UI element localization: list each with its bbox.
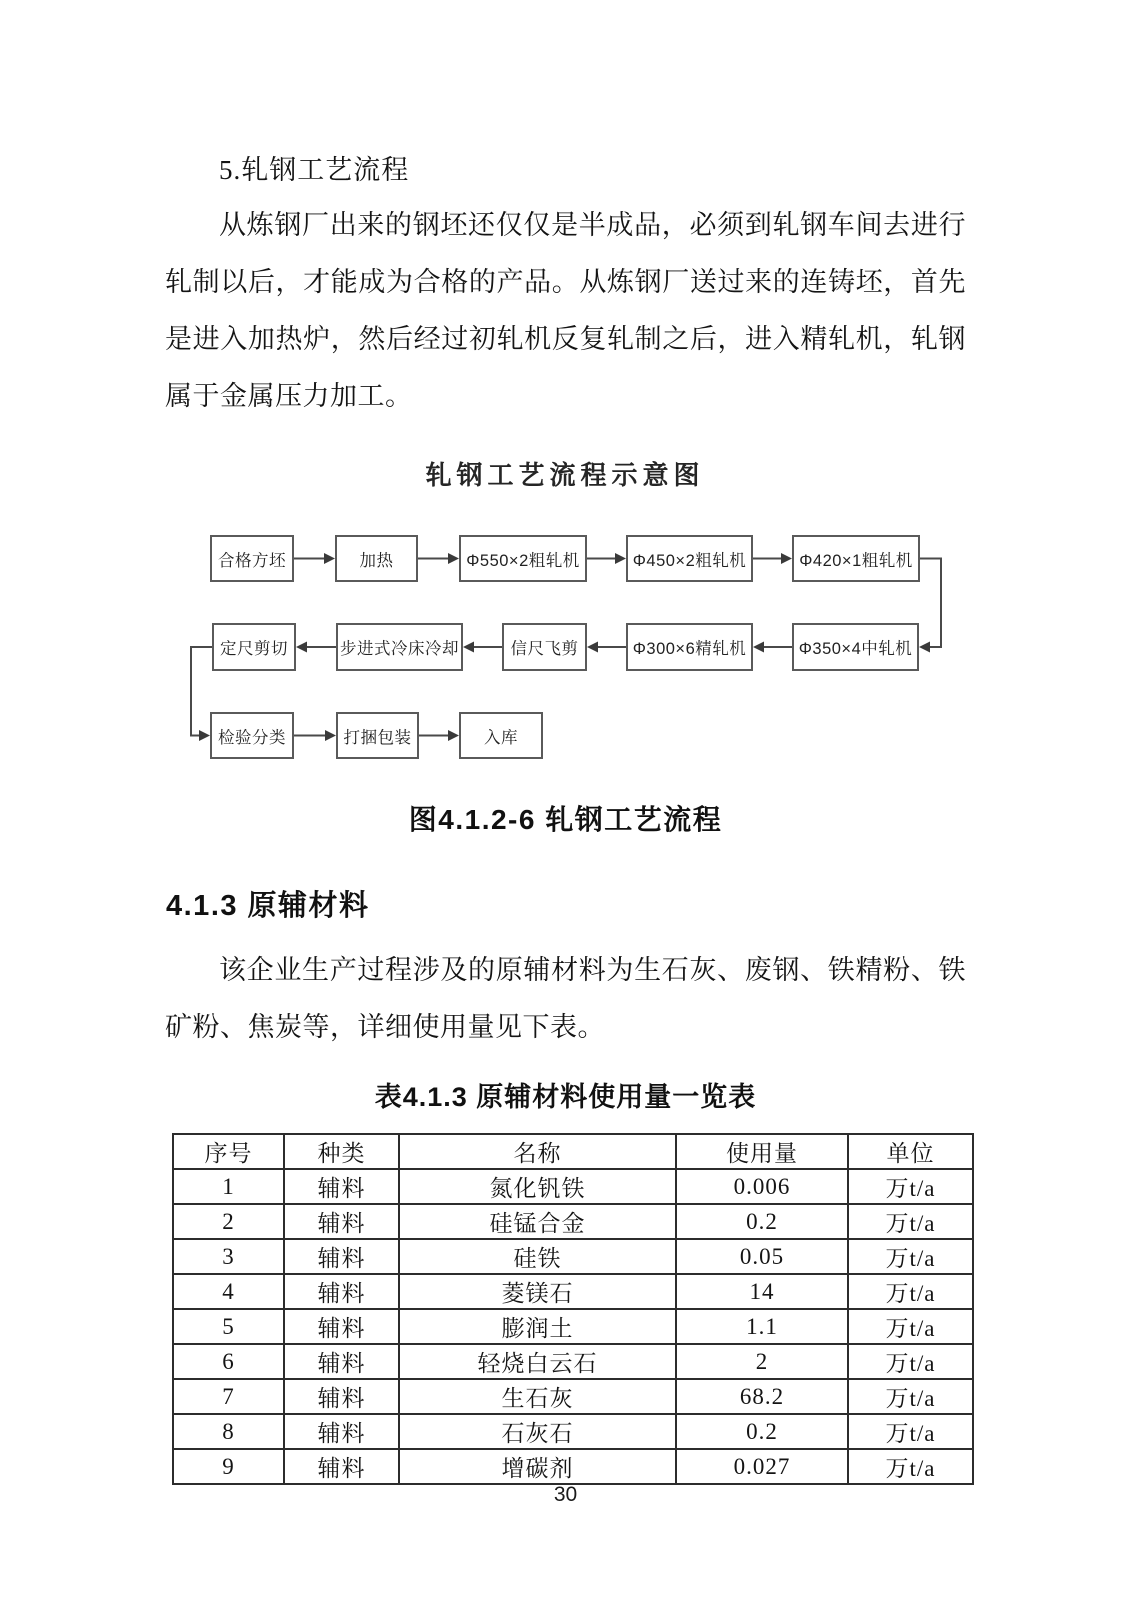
- figure-caption: 图4.1.2-6 轧钢工艺流程: [408, 804, 723, 835]
- table-cell: 万t/a: [848, 1169, 973, 1204]
- table-cell: 5: [173, 1309, 284, 1344]
- flow-step: Φ550×2粗轧机: [459, 535, 587, 582]
- flow-step: 定尺剪切: [212, 623, 296, 671]
- table-cell: 膨润土: [399, 1309, 676, 1344]
- table-row: [173, 1274, 973, 1309]
- table-cell: 3: [173, 1239, 284, 1274]
- flow-step: 检验分类: [210, 712, 294, 759]
- table-cell: 万t/a: [848, 1239, 973, 1274]
- table-cell: 4: [173, 1274, 284, 1309]
- process-flowchart: [165, 443, 965, 773]
- flow-step: Φ450×2粗轧机: [626, 535, 753, 582]
- table-row: [173, 1239, 973, 1274]
- flow-step: 加热: [335, 535, 418, 582]
- table-cell: 0.05: [676, 1239, 848, 1274]
- flowchart-title: 轧钢工艺流程示意图: [425, 460, 705, 490]
- table-cell: 辅料: [284, 1309, 399, 1344]
- flow-step: Φ420×1粗轧机: [792, 535, 920, 582]
- flow-step: Φ300×6精轧机: [626, 623, 753, 671]
- table-cell: 硅铁: [399, 1239, 676, 1274]
- table-cell: 8: [173, 1414, 284, 1449]
- table-cell: 万t/a: [848, 1414, 973, 1449]
- table-row: [173, 1379, 973, 1414]
- table-cell: 石灰石: [399, 1414, 676, 1449]
- subsection-heading: 5.轧钢工艺流程: [219, 155, 410, 185]
- table-cell: 增碳剂: [399, 1449, 676, 1484]
- flow-step: 步进式冷床冷却: [336, 623, 463, 671]
- table-cell: 万t/a: [848, 1309, 973, 1344]
- table-cell: 1: [173, 1169, 284, 1204]
- section-heading: 4.1.3 原辅材料: [166, 890, 370, 922]
- table-caption: 表4.1.3 原辅材料使用量一览表: [374, 1082, 757, 1112]
- table-cell: 辅料: [284, 1274, 399, 1309]
- table-cell: 1.1: [676, 1309, 848, 1344]
- body-paragraph-2: 该企业生产过程涉及的原辅材料为生石灰、废钢、铁精粉、铁矿粉、焦炭等，详细使用量见下表。: [165, 955, 966, 1042]
- table-cell: 辅料: [284, 1204, 399, 1239]
- table-cell: 0.006: [676, 1169, 848, 1204]
- body-paragraph-1: 从炼钢厂出来的钢坯还仅仅是半成品，必须到轧钢车间去进行轧制以后，才能成为合格的产品。从炼钢厂送过来的连铸坯，首先是进入加热炉，然后经过初轧机反复轧制之后，进入精轧机，轧钢属于金属压力加工。: [165, 210, 966, 411]
- table-cell: 2: [676, 1344, 848, 1379]
- table-cell: 68.2: [676, 1379, 848, 1414]
- table-cell: 0.2: [676, 1414, 848, 1449]
- table-row: [173, 1344, 973, 1379]
- table-header-cell: 使用量: [676, 1134, 848, 1169]
- table-cell: 氮化钒铁: [399, 1169, 676, 1204]
- flow-step: 合格方坯: [210, 535, 294, 582]
- table-cell: 硅锰合金: [399, 1204, 676, 1239]
- table-cell: 0.027: [676, 1449, 848, 1484]
- table-cell: 辅料: [284, 1344, 399, 1379]
- table-cell: 0.2: [676, 1204, 848, 1239]
- table-row: [173, 1449, 973, 1484]
- table-row: [173, 1169, 973, 1204]
- flow-step: 打捆包装: [336, 712, 419, 759]
- table-header-row: [173, 1134, 973, 1169]
- table-row: [173, 1309, 973, 1344]
- materials-table: [172, 1133, 974, 1485]
- table-cell: 菱镁石: [399, 1274, 676, 1309]
- page-number: 30: [553, 1483, 578, 1506]
- table-cell: 9: [173, 1449, 284, 1484]
- flow-step: 入库: [459, 712, 543, 759]
- table-cell: 辅料: [284, 1239, 399, 1274]
- table-cell: 辅料: [284, 1379, 399, 1414]
- flow-step: Φ350×4中轧机: [792, 623, 919, 671]
- table-header-cell: 名称: [399, 1134, 676, 1169]
- table-row: [173, 1414, 973, 1449]
- table-cell: 7: [173, 1379, 284, 1414]
- table-cell: 万t/a: [848, 1379, 973, 1414]
- table-row: [173, 1204, 973, 1239]
- table-cell: 万t/a: [848, 1344, 973, 1379]
- table-header-cell: 单位: [848, 1134, 973, 1169]
- table-cell: 14: [676, 1274, 848, 1309]
- table-cell: 辅料: [284, 1449, 399, 1484]
- table-header-cell: 序号: [173, 1134, 284, 1169]
- table-cell: 辅料: [284, 1414, 399, 1449]
- flow-step: 信尺飞剪: [502, 623, 587, 671]
- table-cell: 万t/a: [848, 1274, 973, 1309]
- table-cell: 生石灰: [399, 1379, 676, 1414]
- table-cell: 2: [173, 1204, 284, 1239]
- table-header-cell: 种类: [284, 1134, 399, 1169]
- table-cell: 辅料: [284, 1169, 399, 1204]
- table-cell: 轻烧白云石: [399, 1344, 676, 1379]
- table-cell: 万t/a: [848, 1204, 973, 1239]
- table-cell: 6: [173, 1344, 284, 1379]
- table-cell: 万t/a: [848, 1449, 973, 1484]
